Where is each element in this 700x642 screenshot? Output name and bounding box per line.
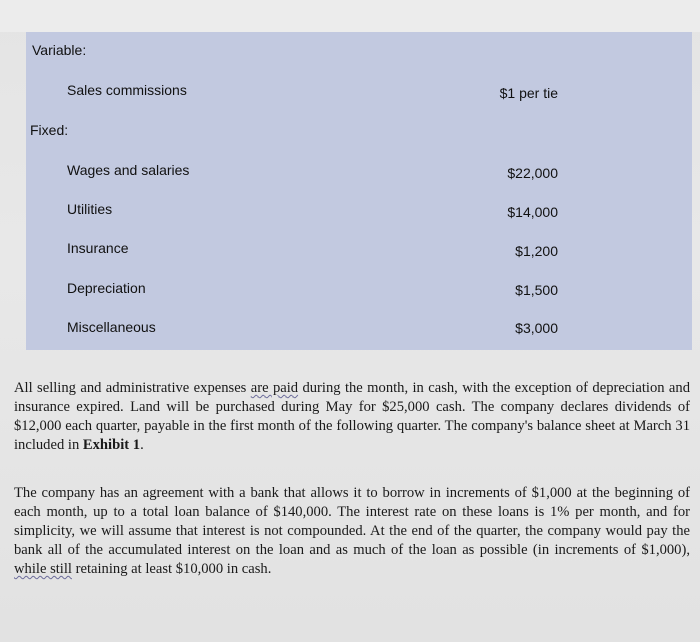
paragraph1-part2: during the month, in cash, with the exception of depreciation and insurance expired. Land will be purchased during May for $25,000 cash. The company declares dividends of $12,000 each quarter, payable in the first month of the following quarter. The company's balance sheet at March 31 included in bbox=[14, 380, 690, 453]
row-value-sales-commissions: $1 per tie bbox=[499, 85, 558, 101]
exhibit-reference: Exhibit 1 bbox=[82, 437, 141, 453]
row-value-miscellaneous: $3,000 bbox=[515, 320, 558, 336]
top-strip bbox=[0, 0, 700, 32]
row-label-wages: Wages and salaries bbox=[67, 162, 190, 178]
fixed-label: Fixed: bbox=[30, 122, 69, 138]
row-label-depreciation: Depreciation bbox=[67, 280, 146, 296]
paragraph-expenses bbox=[14, 379, 690, 455]
paragraph1-part1: All selling and administrative expenses bbox=[14, 380, 251, 396]
paragraph2-part2: retaining at least $10,000 in cash. bbox=[71, 561, 272, 577]
row-value-utilities: $14,000 bbox=[507, 204, 558, 220]
row-value-insurance: $1,200 bbox=[515, 243, 558, 259]
row-value-depreciation: $1,500 bbox=[515, 282, 558, 298]
row-label-insurance: Insurance bbox=[67, 240, 129, 256]
row-label-sales-commissions: Sales commissions bbox=[67, 82, 187, 98]
variable-label: Variable: bbox=[32, 42, 87, 58]
paragraph2-part1: The company has an agreement with a bank that allows it to borrow in increments of $1,000 at the beginning of each month, up to a total loan balance of $140,000. The interest rate on these loans is 1% per month, and for simplicity, we will assume that interest is not compounded. At the end of the quarter, the company would pay the bank all of the accumulated interest on the loan and as much of the loan as possible (in increments of $1,000), bbox=[14, 485, 690, 558]
paragraph2-underlined: while still bbox=[14, 561, 72, 577]
row-value-wages: $22,000 bbox=[507, 165, 558, 181]
row-label-utilities: Utilities bbox=[67, 201, 113, 217]
row-label-miscellaneous: Miscellaneous bbox=[67, 319, 156, 335]
paragraph1-part3: . bbox=[140, 437, 144, 453]
expense-table bbox=[26, 32, 692, 350]
paragraph-loan bbox=[14, 484, 690, 579]
paragraph1-underlined: are paid bbox=[250, 380, 299, 396]
